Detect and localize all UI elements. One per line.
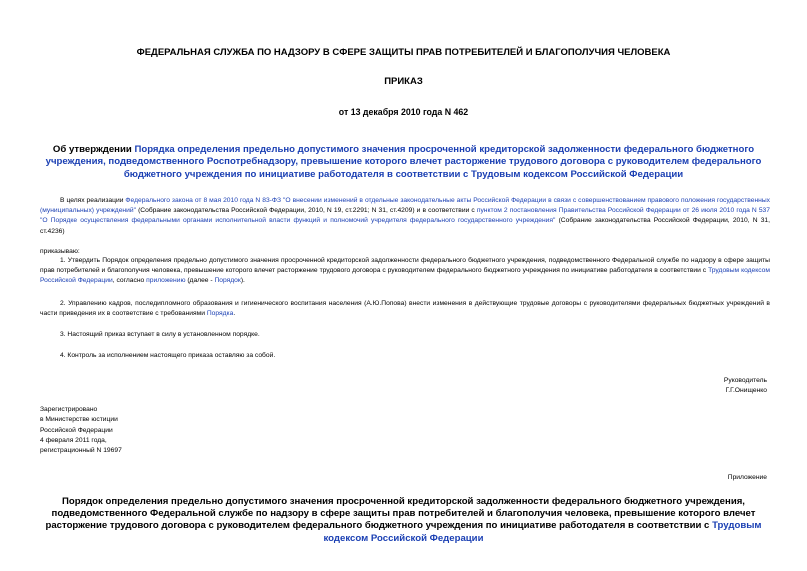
signatory-name: Г.Г.Онищенко [725,387,767,394]
clause-2-text-2: . [233,310,236,318]
order-date-number: от 13 декабря 2010 года N 462 [338,107,469,117]
agency-name: ФЕДЕРАЛЬНАЯ СЛУЖБА ПО НАДЗОРУ В СФЕРЕ ЗАЩИТЫ ПРАВ ПОТРЕБИТЕЛЕЙ И БЛАГОПОЛУЧИЯ ЧЕЛОВЕКА [136,47,671,58]
registration-block [40,405,240,456]
preamble-paragraph [40,196,770,237]
clause-1-text-1: 1. Утвердить Порядок определения предельно допустимого значения просроченной кредиторской задолженности федерального бюджетного учреждения, подведомственного Федеральной службе по надзору в сфере защиты прав потребителей и благополучия человека, превышение которого влечет расторжение трудового договора с руководителем федерального бюджетного учреждения по инициативе работодателя в соответствии с [40,257,770,275]
clause-3: 3. Настоящий приказ вступает в силу в установленном порядке. [60,331,260,338]
registration-line-3: Российской Федерации [40,426,113,434]
government-resolution-537-link[interactable]: пунктом 2 постановления Правительства Российской Федерации от 26 июля 2010 года N 537 "О Порядке осуществления федеральными органами исполнительной власти функций и полномочий учредителя федерального государственного учреждения" [40,207,771,225]
registration-line-5: регистрационный N 19697 [40,447,122,455]
clause-4: 4. Контроль за исполнением настоящего приказа оставляю за собой. [60,352,276,359]
clause-1 [40,256,770,287]
appendix-label: Приложение [727,474,767,481]
subject-prefix: Об утверждении [52,144,135,155]
clause-1-text-4: ). [240,277,245,285]
order-subject [40,144,767,181]
registration-line-1: Зарегистрировано [40,406,98,413]
clause-2 [40,299,770,319]
labor-code-link[interactable]: Трудовым кодексом Российской Федерации [40,267,771,285]
appendix-title-text: Порядок определения предельно допустимого значения просроченной кредиторской задолженности федерального бюджетного учреждения, подведомственного Федеральной службе по надзору в сфере защиты прав потребителей и благополучия человека, превышение которого влечет расторжение трудового договора с руководителем федерального бюджетного учреждения по инициативе работодателя в соответствии с [45,496,756,532]
registration-line-2: в Министерстве юстиции [40,416,118,424]
preamble-text-3: (Собрание законодательства Российской Федерации, 2010, N 31, ст.4236) [40,217,770,235]
federal-law-83-link[interactable]: Федерального закона от 8 мая 2010 года N 83-ФЗ "О внесении изменений в отдельные законодательные акты Российской Федерации в связи с совершенствованием правового положения государственных (муниципальных) учреждений" [40,197,770,215]
clause-2-text-1: 2. Управлению кадров, последипломного образования и гигиенического воспитания населения (А.Ю.Попова) внести изменения в действующие трудовые договоры с руководителями федеральных бюджетных учреждений в части приведения их в соответствие с требованиями [40,300,770,318]
preamble-text-1: В целях реализации [60,197,126,204]
clause-1-text-3: (далее - [185,277,215,285]
procedure-link-2[interactable]: Порядка [206,310,234,318]
signature-block [567,376,767,396]
signatory-title: Руководитель [723,377,767,384]
preamble-text-2: (Собрание законодательства Российской Федерации, 2010, N 19, ст.2291; N 31, ст.4209) и в соответствии с [135,207,477,215]
appendix-link[interactable]: приложению [146,277,186,285]
subject-procedure-link[interactable]: Порядка определения предельно допустимого значения просроченной кредиторской задолженности федерального бюджетного учреждения, подведомственного Роспотребнадзору, превышение которого влечет расторжение трудового договора с руководителем федерального бюджетного учреждения по инициативе работодателя в соответствии с Трудовым кодексом Российской Федерации [45,144,762,180]
document-type: ПРИКАЗ [384,76,423,87]
order-word: приказываю: [40,248,80,255]
procedure-link[interactable]: Порядок [214,277,241,285]
clause-1-text-2: , согласно [112,277,147,285]
registration-line-4: 4 февраля 2011 года, [40,436,107,444]
appendix-title [30,496,777,545]
appendix-labor-code-link[interactable]: Трудовым кодексом Российской Федерации [323,520,762,544]
